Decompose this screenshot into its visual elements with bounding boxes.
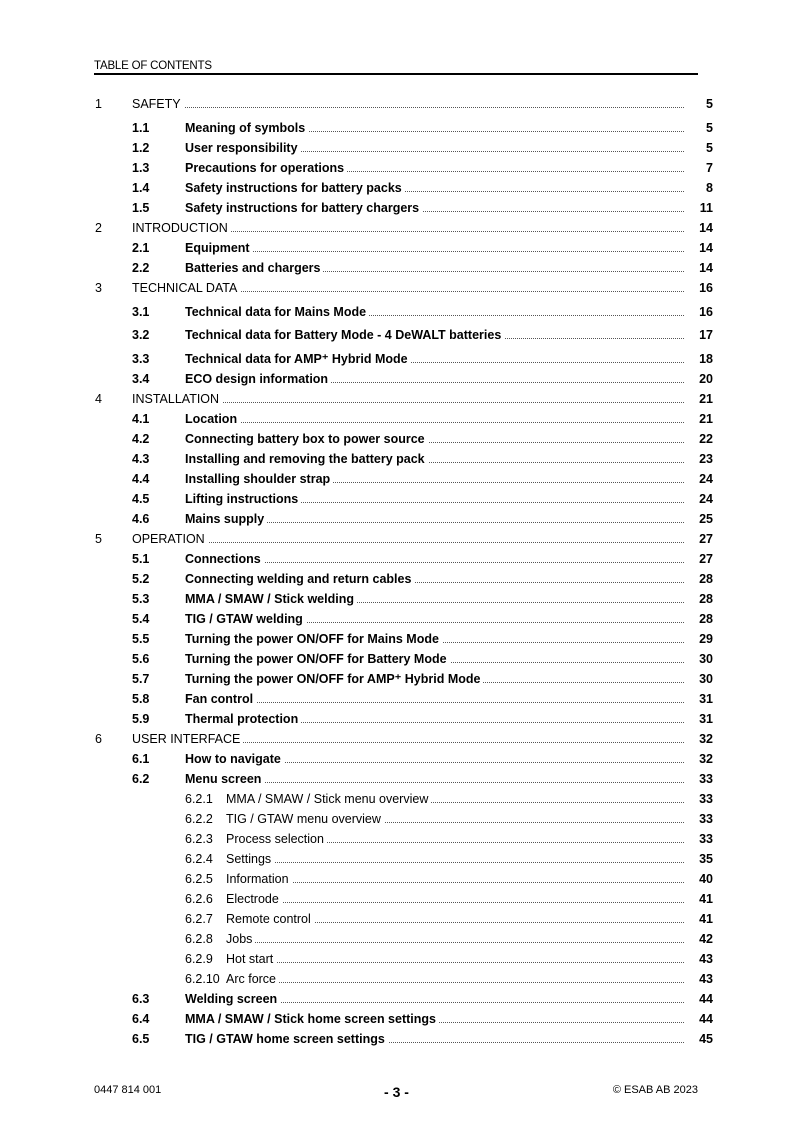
toc-entry[interactable] bbox=[0, 671, 793, 687]
toc-entry-page: 22 bbox=[699, 432, 713, 446]
toc-entry-number: 6.2.10 bbox=[185, 972, 220, 986]
toc-entry-page: 7 bbox=[706, 161, 713, 175]
toc-entry-number: 6.2.9 bbox=[185, 952, 213, 966]
toc-entry-title: Remote control bbox=[226, 911, 314, 927]
toc-entry-number: 4.3 bbox=[132, 452, 150, 466]
page-header-title: TABLE OF CONTENTS bbox=[94, 60, 212, 72]
toc-entry-page: 43 bbox=[699, 972, 713, 986]
toc-entry-title: Welding screen bbox=[185, 991, 280, 1007]
toc-entry[interactable] bbox=[0, 391, 793, 407]
toc-entry[interactable] bbox=[0, 411, 793, 427]
toc-entry[interactable] bbox=[0, 240, 793, 256]
toc-entry[interactable] bbox=[0, 871, 793, 887]
page-number: - 3 - bbox=[384, 1084, 409, 1100]
toc-entry-title: Connecting welding and return cables bbox=[185, 571, 414, 587]
toc-entry[interactable] bbox=[0, 751, 793, 767]
toc-entry-page: 33 bbox=[699, 812, 713, 826]
toc-entry[interactable] bbox=[0, 260, 793, 276]
toc-entry-title: Technical data for Battery Mode - 4 DeWALT batteries bbox=[185, 327, 504, 343]
dot-leader bbox=[226, 942, 684, 944]
toc-entry-number: 6 bbox=[95, 732, 102, 746]
toc-entry[interactable] bbox=[0, 491, 793, 507]
toc-entry-page: 21 bbox=[699, 392, 713, 406]
toc-entry-number: 2 bbox=[95, 221, 102, 235]
toc-entry-number: 6.5 bbox=[132, 1032, 150, 1046]
toc-entry-number: 4.4 bbox=[132, 472, 150, 486]
toc-entry-number: 3.2 bbox=[132, 328, 150, 342]
toc-entry-title: ECO design information bbox=[185, 371, 331, 387]
toc-entry[interactable] bbox=[0, 200, 793, 216]
toc-entry-title: Mains supply bbox=[185, 511, 267, 527]
toc-entry-page: 21 bbox=[699, 412, 713, 426]
toc-entry[interactable] bbox=[0, 911, 793, 927]
toc-entry-title: Installing shoulder strap bbox=[185, 471, 333, 487]
toc-entry-number: 5.4 bbox=[132, 612, 150, 626]
dot-leader bbox=[185, 422, 684, 424]
toc-entry-number: 1 bbox=[95, 97, 102, 111]
toc-entry-title: Turning the power ON/OFF for Battery Mode bbox=[185, 651, 450, 667]
toc-entry-title: Location bbox=[185, 411, 240, 427]
toc-entry-number: 3.1 bbox=[132, 305, 150, 319]
toc-entry-title: Thermal protection bbox=[185, 711, 301, 727]
toc-entry-number: 1.5 bbox=[132, 201, 150, 215]
toc-entry-page: 30 bbox=[699, 652, 713, 666]
toc-entry-number: 5.8 bbox=[132, 692, 150, 706]
toc-entry-title: Precautions for operations bbox=[185, 160, 347, 176]
toc-entry-page: 14 bbox=[699, 221, 713, 235]
toc-entry-title: TIG / GTAW menu overview bbox=[226, 811, 384, 827]
dot-leader bbox=[185, 702, 684, 704]
toc-entry[interactable] bbox=[0, 831, 793, 847]
toc-entry-page: 33 bbox=[699, 772, 713, 786]
toc-entry-title: Electrode bbox=[226, 891, 282, 907]
toc-entry-title: Settings bbox=[226, 851, 274, 867]
toc-entry-page: 23 bbox=[699, 452, 713, 466]
toc-entry-page: 42 bbox=[699, 932, 713, 946]
toc-entry-number: 4.2 bbox=[132, 432, 150, 446]
toc-entry-title: Turning the power ON/OFF for Mains Mode bbox=[185, 631, 442, 647]
toc-entry-title: Batteries and chargers bbox=[185, 260, 323, 276]
toc-entry-page: 31 bbox=[699, 692, 713, 706]
toc-entry-title: Process selection bbox=[226, 831, 327, 847]
toc-entry-number: 4 bbox=[95, 392, 102, 406]
toc-entry[interactable] bbox=[0, 160, 793, 176]
toc-entry-number: 6.2.3 bbox=[185, 832, 213, 846]
toc-entry-number: 1.1 bbox=[132, 121, 150, 135]
toc-entry-title: Fan control bbox=[185, 691, 256, 707]
toc-entry-title: OPERATION bbox=[132, 531, 208, 547]
toc-entry-page: 27 bbox=[699, 552, 713, 566]
toc-entry-number: 6.3 bbox=[132, 992, 150, 1006]
toc-entry-number: 4.1 bbox=[132, 412, 150, 426]
toc-entry-page: 14 bbox=[699, 261, 713, 275]
toc-entry-title: Turning the power ON/OFF for AMP⁺ Hybrid Mode bbox=[185, 671, 483, 687]
toc-entry-page: 32 bbox=[699, 752, 713, 766]
document-number: 0447 814 001 bbox=[94, 1084, 162, 1096]
toc-entry[interactable] bbox=[0, 991, 793, 1007]
toc-entry-title: Technical data for AMP⁺ Hybrid Mode bbox=[185, 351, 411, 367]
toc-entry[interactable] bbox=[0, 731, 793, 747]
toc-entry[interactable] bbox=[0, 891, 793, 907]
toc-entry-page: 44 bbox=[699, 992, 713, 1006]
toc-entry[interactable] bbox=[0, 1011, 793, 1027]
toc-entry-page: 45 bbox=[699, 1032, 713, 1046]
toc-entry[interactable] bbox=[0, 120, 793, 136]
toc-entry-page: 28 bbox=[699, 612, 713, 626]
toc-entry-title: Menu screen bbox=[185, 771, 264, 787]
toc-entry[interactable] bbox=[0, 651, 793, 667]
toc-entry-number: 5.6 bbox=[132, 652, 150, 666]
toc-entry-number: 6.2.7 bbox=[185, 912, 213, 926]
toc-entry-title: Arc force bbox=[226, 971, 279, 987]
toc-entry-page: 43 bbox=[699, 952, 713, 966]
dot-leader bbox=[226, 882, 684, 884]
toc-entry-page: 28 bbox=[699, 572, 713, 586]
toc-entry[interactable] bbox=[0, 431, 793, 447]
toc-entry-title: Meaning of symbols bbox=[185, 120, 308, 136]
toc-entry-title: MMA / SMAW / Stick home screen settings bbox=[185, 1011, 439, 1027]
toc-entry-number: 6.4 bbox=[132, 1012, 150, 1026]
toc-entry-number: 5 bbox=[95, 532, 102, 546]
toc-entry-title: Connecting battery box to power source bbox=[185, 431, 428, 447]
dot-leader bbox=[226, 962, 684, 964]
toc-entry-title: SAFETY bbox=[132, 96, 184, 112]
toc-entry[interactable] bbox=[0, 1031, 793, 1047]
toc-entry[interactable] bbox=[0, 931, 793, 947]
toc-entry-page: 24 bbox=[699, 492, 713, 506]
toc-entry[interactable] bbox=[0, 511, 793, 527]
toc-entry-number: 5.3 bbox=[132, 592, 150, 606]
dot-leader bbox=[226, 982, 684, 984]
toc-entry-number: 1.4 bbox=[132, 181, 150, 195]
toc-entry[interactable] bbox=[0, 971, 793, 987]
toc-entry-page: 14 bbox=[699, 241, 713, 255]
toc-entry-title: Installing and removing the battery pack bbox=[185, 451, 428, 467]
toc-entry-page: 5 bbox=[706, 141, 713, 155]
toc-entry[interactable] bbox=[0, 631, 793, 647]
toc-entry-number: 6.2.4 bbox=[185, 852, 213, 866]
toc-entry-number: 4.5 bbox=[132, 492, 150, 506]
toc-entry[interactable] bbox=[0, 591, 793, 607]
toc-entry[interactable] bbox=[0, 551, 793, 567]
toc-entry-number: 5.7 bbox=[132, 672, 150, 686]
toc-entry-title: Safety instructions for battery packs bbox=[185, 180, 405, 196]
toc-entry-number: 6.1 bbox=[132, 752, 150, 766]
toc-entry-number: 2.1 bbox=[132, 241, 150, 255]
toc-entry-page: 18 bbox=[699, 352, 713, 366]
toc-entry-page: 29 bbox=[699, 632, 713, 646]
toc-entry-title: INSTALLATION bbox=[132, 391, 222, 407]
toc-entry-page: 30 bbox=[699, 672, 713, 686]
toc-entry[interactable] bbox=[0, 280, 793, 296]
toc-entry-page: 32 bbox=[699, 732, 713, 746]
dot-leader bbox=[226, 862, 684, 864]
toc-entry-title: How to navigate bbox=[185, 751, 284, 767]
toc-entry-number: 3 bbox=[95, 281, 102, 295]
toc-entry-page: 16 bbox=[699, 305, 713, 319]
toc-entry-page: 17 bbox=[699, 328, 713, 342]
toc-entry-number: 6.2.6 bbox=[185, 892, 213, 906]
toc-entry-page: 27 bbox=[699, 532, 713, 546]
toc-entry-title: INTRODUCTION bbox=[132, 220, 231, 236]
toc-entry[interactable] bbox=[0, 180, 793, 196]
toc-entry[interactable] bbox=[0, 611, 793, 627]
toc-entry[interactable] bbox=[0, 220, 793, 236]
toc-entry-number: 6.2.8 bbox=[185, 932, 213, 946]
toc-entry[interactable] bbox=[0, 96, 793, 112]
toc-entry-title: TECHNICAL DATA bbox=[132, 280, 240, 296]
toc-entry-page: 41 bbox=[699, 892, 713, 906]
toc-entry-title: User responsibility bbox=[185, 140, 301, 156]
copyright: © ESAB AB 2023 bbox=[612, 1084, 698, 1096]
toc-entry[interactable] bbox=[0, 531, 793, 547]
toc-entry-page: 28 bbox=[699, 592, 713, 606]
toc-entry-title: Safety instructions for battery chargers bbox=[185, 200, 422, 216]
toc-entry-page: 44 bbox=[699, 1012, 713, 1026]
toc-entry-page: 40 bbox=[699, 872, 713, 886]
toc-entry-title: MMA / SMAW / Stick welding bbox=[185, 591, 357, 607]
toc-entry[interactable] bbox=[0, 771, 793, 787]
toc-entry-title: Hot start bbox=[226, 951, 276, 967]
toc-entry[interactable] bbox=[0, 304, 793, 320]
toc-entry-number: 2.2 bbox=[132, 261, 150, 275]
toc-entry-page: 16 bbox=[699, 281, 713, 295]
toc-entry[interactable] bbox=[0, 711, 793, 727]
toc-entry-page: 8 bbox=[706, 181, 713, 195]
toc-entry-number: 3.3 bbox=[132, 352, 150, 366]
toc-entry-title: TIG / GTAW welding bbox=[185, 611, 306, 627]
dot-leader bbox=[226, 902, 684, 904]
toc-entry-number: 1.2 bbox=[132, 141, 150, 155]
toc-entry-number: 5.5 bbox=[132, 632, 150, 646]
toc-entry-page: 33 bbox=[699, 832, 713, 846]
toc-entry-page: 41 bbox=[699, 912, 713, 926]
toc-entry-title: MMA / SMAW / Stick menu overview bbox=[226, 791, 431, 807]
toc-entry-number: 6.2.5 bbox=[185, 872, 213, 886]
toc-entry-page: 31 bbox=[699, 712, 713, 726]
toc-entry-title: Information bbox=[226, 871, 292, 887]
toc-entry-page: 24 bbox=[699, 472, 713, 486]
dot-leader bbox=[132, 107, 684, 109]
toc-entry-number: 5.1 bbox=[132, 552, 150, 566]
toc-entry-number: 6.2 bbox=[132, 772, 150, 786]
toc-entry[interactable] bbox=[0, 140, 793, 156]
dot-leader bbox=[185, 251, 684, 253]
header-divider bbox=[94, 73, 698, 75]
toc-entry-page: 33 bbox=[699, 792, 713, 806]
toc-entry-page: 11 bbox=[699, 201, 713, 215]
toc-entry-title: TIG / GTAW home screen settings bbox=[185, 1031, 388, 1047]
toc-entry-number: 1.3 bbox=[132, 161, 150, 175]
dot-leader bbox=[132, 542, 684, 544]
toc-entry[interactable] bbox=[0, 327, 793, 343]
toc-entry[interactable] bbox=[0, 351, 793, 367]
toc-entry[interactable] bbox=[0, 471, 793, 487]
toc-entry-page: 5 bbox=[706, 97, 713, 111]
toc-entry[interactable] bbox=[0, 811, 793, 827]
toc-entry[interactable] bbox=[0, 691, 793, 707]
toc-entry-page: 35 bbox=[699, 852, 713, 866]
toc-entry[interactable] bbox=[0, 571, 793, 587]
toc-entry-title: Technical data for Mains Mode bbox=[185, 304, 369, 320]
toc-entry[interactable] bbox=[0, 951, 793, 967]
toc-entry[interactable] bbox=[0, 851, 793, 867]
toc-entry-title: Jobs bbox=[226, 931, 255, 947]
toc-entry-number: 4.6 bbox=[132, 512, 150, 526]
toc-entry-number: 6.2.2 bbox=[185, 812, 213, 826]
toc-entry[interactable] bbox=[0, 791, 793, 807]
toc-entry[interactable] bbox=[0, 371, 793, 387]
toc-entry-title: Connections bbox=[185, 551, 264, 567]
toc-entry-title: Equipment bbox=[185, 240, 253, 256]
toc-entry-title: Lifting instructions bbox=[185, 491, 301, 507]
toc-entry-page: 5 bbox=[706, 121, 713, 135]
toc-entry-number: 5.9 bbox=[132, 712, 150, 726]
toc-entry-title: USER INTERFACE bbox=[132, 731, 243, 747]
toc-entry-number: 5.2 bbox=[132, 572, 150, 586]
toc-entry-page: 20 bbox=[699, 372, 713, 386]
toc-entry[interactable] bbox=[0, 451, 793, 467]
toc-entry-number: 3.4 bbox=[132, 372, 150, 386]
toc-entry-page: 25 bbox=[699, 512, 713, 526]
toc-entry-number: 6.2.1 bbox=[185, 792, 213, 806]
